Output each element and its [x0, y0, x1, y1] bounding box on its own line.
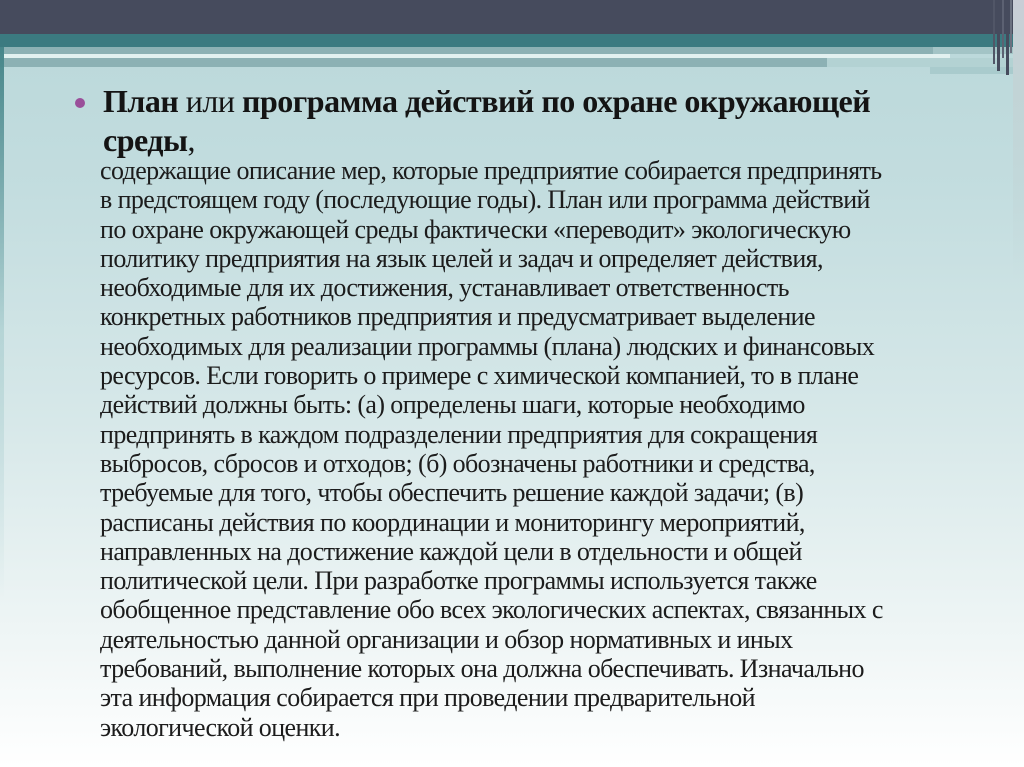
header-teal-band — [0, 34, 1013, 47]
bullet-icon — [75, 98, 85, 108]
header-bar — [0, 0, 1013, 34]
slide-heading: План или программа действий по охране окружающей среды, — [103, 83, 871, 158]
left-accent-strip — [0, 47, 4, 757]
header-stripe — [0, 47, 933, 54]
body-text: содержащие описание мер, которые предприятие собирается предпринять в предстоящем году (последующие годы). План или программа действий по охране окружающей среды фактически «переводит» экологическую политику предприятия на язык целей и задач и определяет действия, необходимые для их достижения, устанавливает ответственность конкретных работников предприятия и предусматривает выделение необходимых для реализации программы (плана) людских и финансовых ресурсов. Если говорить о примере с химической компанией, то в плане действий должны быть: (а) определены шаги, которые необходимо предпринять в каждом подразделении предприятия для сокращения выбросов, сбросов и отходов; (б) обозначены работники и средства, требуемые для того, чтобы обеспечить решение каждой задачи; (в) расписаны действия по координации и мониторингу мероприятий, направленных на достижение каждой цели в отдельности и общей политической цели. При разработке программы используется также обобщенное представление обо всех экологических аспектах, связанных с деятельностью данной организации и обзор нормативных и иных требований, выполнение которых она должна обеспечивать. Изначально эта информация собирается при проведении предварительной экологической оценки. — [100, 156, 883, 742]
right-edge-panel — [1013, 0, 1024, 280]
header-lower-stripe — [0, 58, 827, 67]
header-right-stripe — [930, 67, 1024, 74]
